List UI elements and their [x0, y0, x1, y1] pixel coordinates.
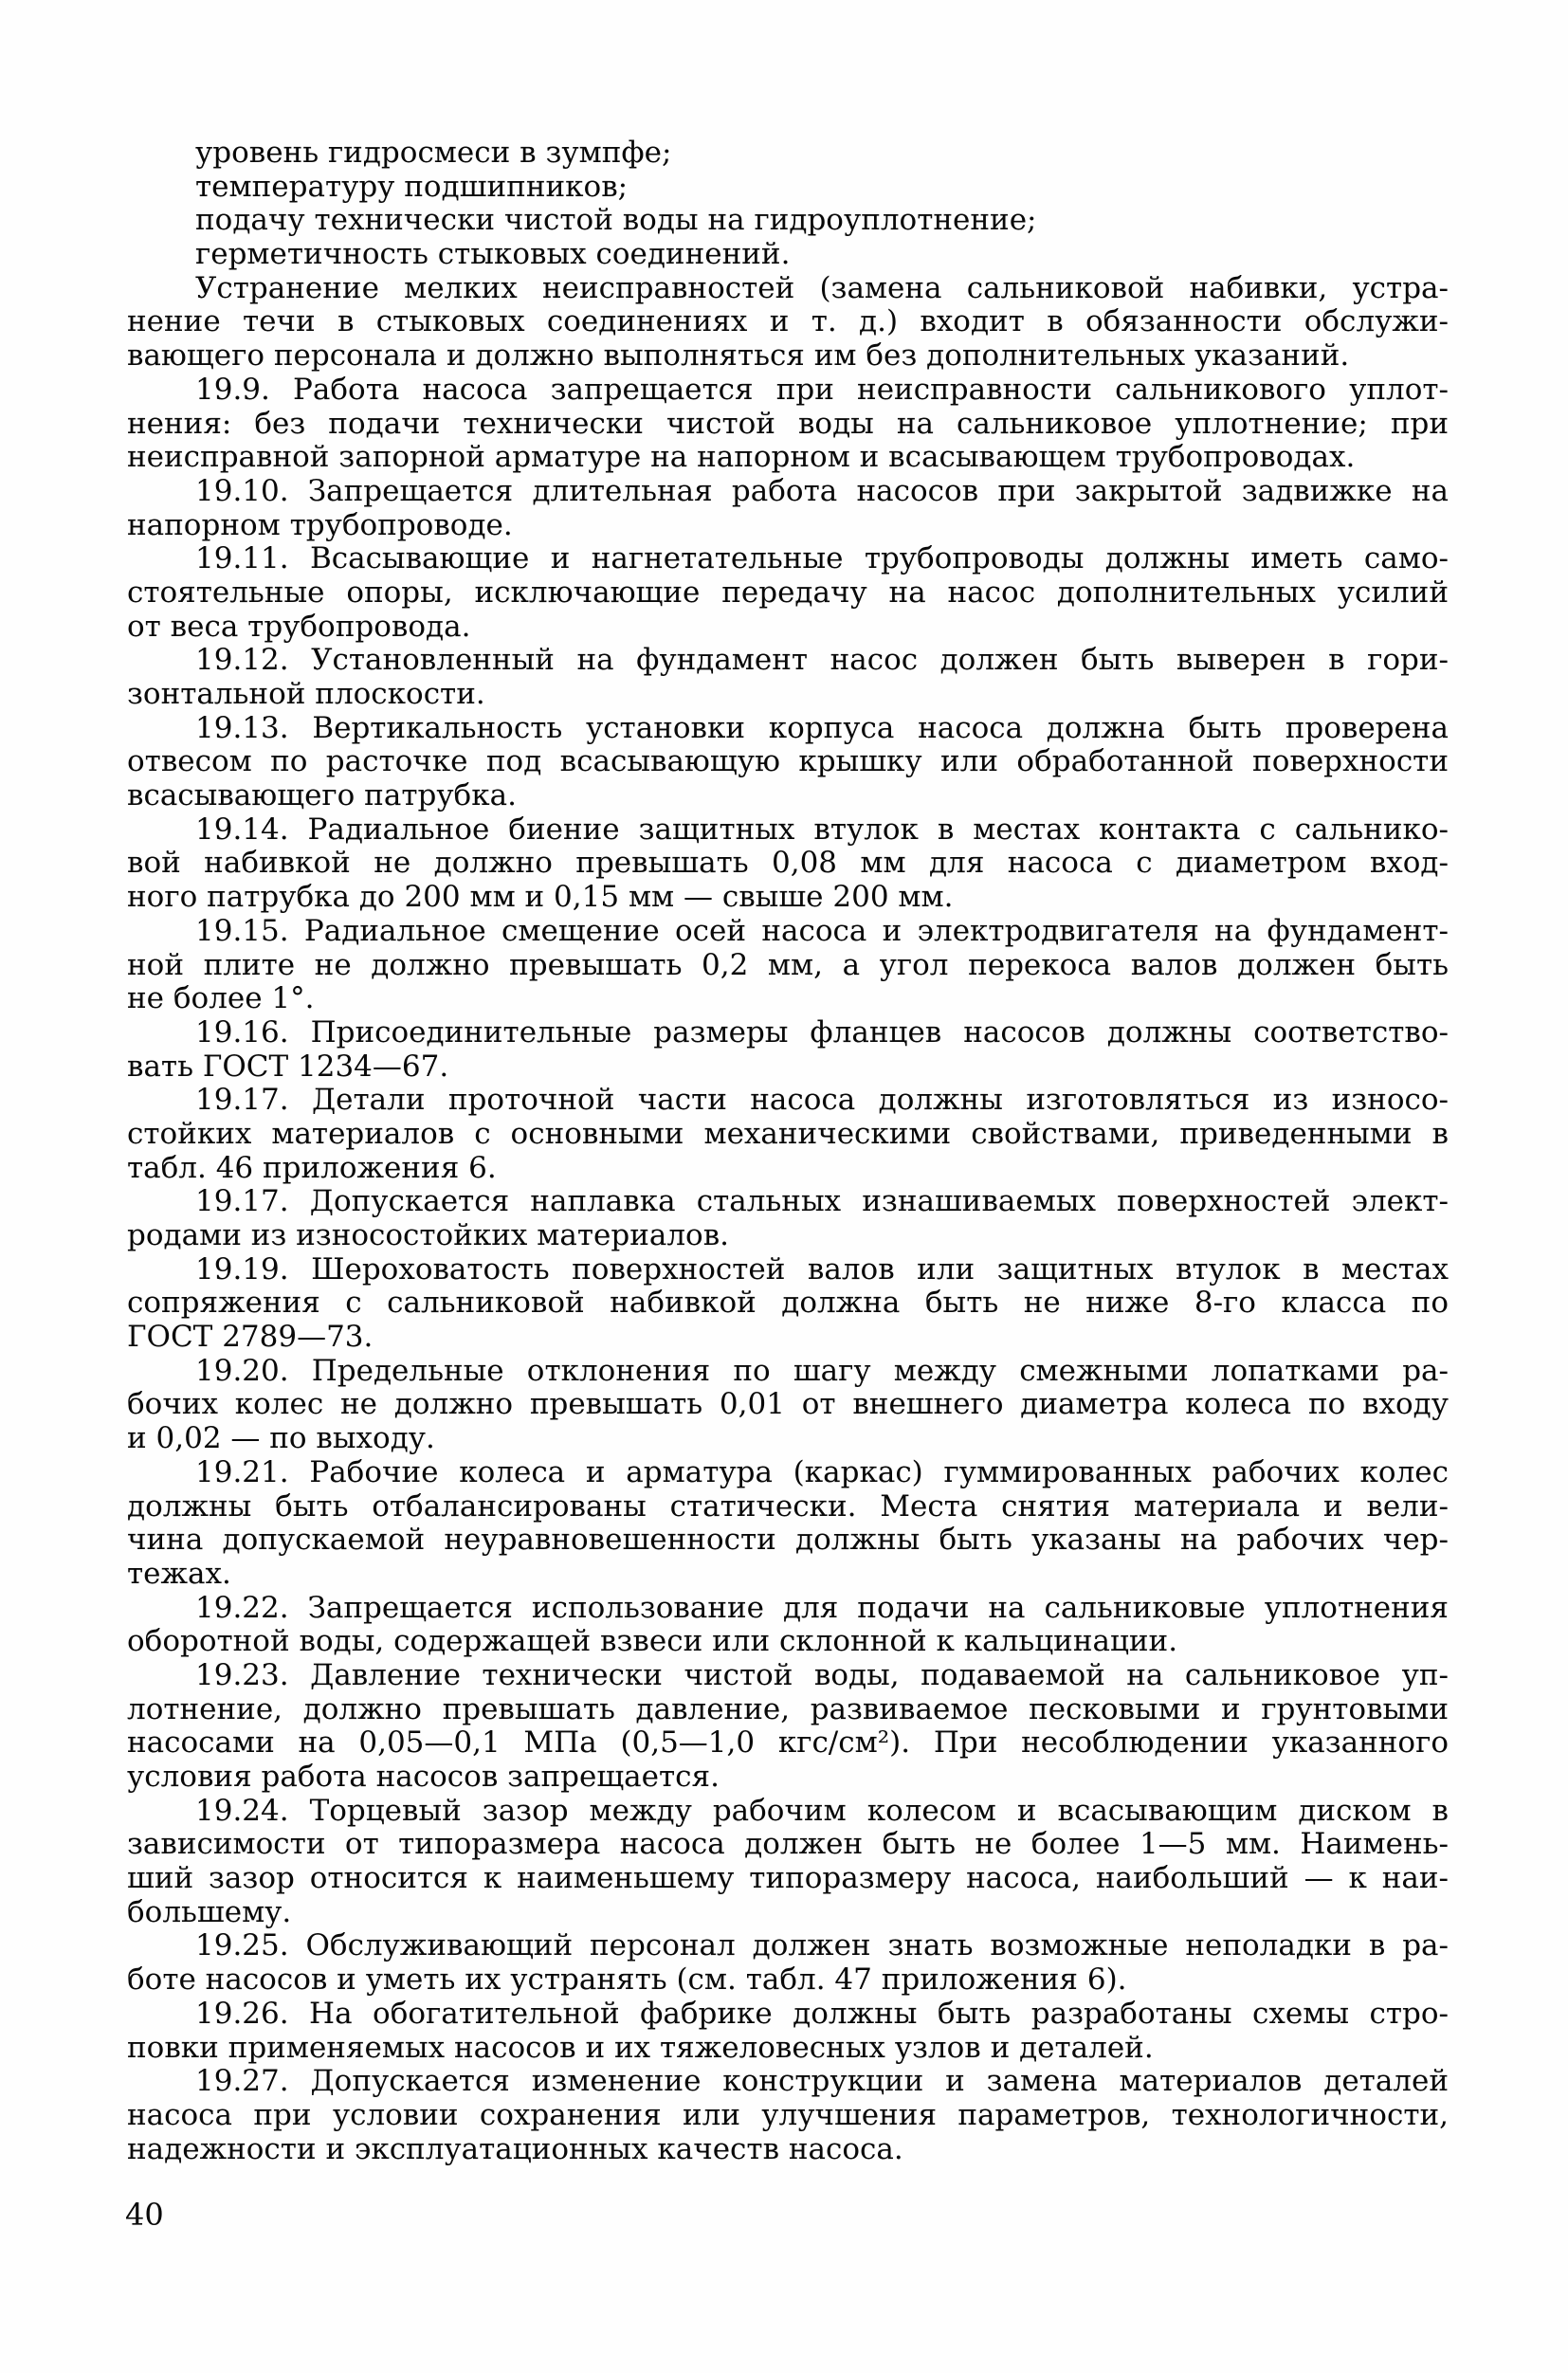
text-block: [127, 137, 1449, 2166]
paragraph: [127, 915, 1449, 1016]
text-line: уровень гидросмеси в зумпфе;: [195, 136, 672, 170]
paragraph: [127, 1795, 1449, 1930]
paragraph: [127, 1929, 1449, 1997]
text-line: повки применяемых насосов и их тяжеловесных узлов и деталей.: [127, 2030, 1154, 2065]
paragraph: [127, 204, 1449, 238]
paragraph: [127, 542, 1449, 644]
text-line: надежности и эксплуатационных качеств насоса.: [127, 2131, 903, 2166]
text-line: стоятельные опоры, исключающие передачу на насос дополнительных усилий: [127, 575, 1449, 610]
text-line: вой набивкой не должно превышать 0,08 мм для насоса с диаметром вход-: [127, 846, 1449, 881]
paragraph: [127, 1016, 1449, 1084]
paragraph: [127, 137, 1449, 171]
paragraph: [127, 238, 1449, 272]
text-line: 19.20. Предельные отклонения по шагу между смежными лопатками ра-: [195, 1353, 1449, 1388]
paragraph: [127, 2065, 1449, 2166]
text-line: ГОСТ 2789—73.: [127, 1320, 374, 1355]
text-line: всасывающего патрубка.: [127, 778, 517, 813]
text-line: вать ГОСТ 1234—67.: [127, 1049, 449, 1084]
text-line: 19.16. Присоединительные размеры фланцев насосов должны соответство-: [195, 1014, 1449, 1050]
paragraph: [127, 1456, 1449, 1592]
text-line: ной плите не должно превышать 0,2 мм, а угол перекоса валов должен быть: [127, 947, 1449, 982]
text-line: тежах.: [127, 1556, 231, 1591]
text-line: 19.21. Рабочие колеса и арматура (каркас) гуммированных рабочих колес: [195, 1454, 1449, 1489]
text-line: 19.23. Давление технически чистой воды, подаваемой на сальниковое уп-: [195, 1657, 1449, 1692]
text-line: подачу технически чистой воды на гидроуплотнение;: [195, 203, 1037, 238]
paragraph: [127, 1084, 1449, 1185]
paragraph: [127, 644, 1449, 711]
text-line: бочих колес не должно превышать 0,01 от внешнего диаметра колеса по входу: [127, 1387, 1449, 1422]
text-line: ший зазор относится к наименьшему типоразмеру насоса, наибольший — к наи-: [127, 1861, 1449, 1896]
text-line: сопряжения с сальниковой набивкой должна быть не ниже 8-го класса по: [127, 1286, 1449, 1321]
paragraph: [127, 1355, 1449, 1456]
text-line: зонтальной плоскости.: [127, 677, 485, 711]
text-line: Устранение мелких неисправностей (замена сальниковой набивки, устра-: [195, 270, 1449, 305]
text-line: 19.12. Установленный на фундамент насос должен быть выверен в гори-: [195, 643, 1449, 678]
text-line: 19.25. Обслуживающий персонал должен знать возможные неполадки в ра-: [195, 1928, 1449, 1963]
text-line: 19.26. На обогатительной фабрике должны быть разработаны схемы стро-: [195, 1996, 1449, 2031]
text-line: 19.10. Запрещается длительная работа насосов при закрытой задвижке на: [195, 473, 1449, 508]
text-line: табл. 46 приложения 6.: [127, 1150, 497, 1185]
text-line: родами из износостойких материалов.: [127, 1218, 730, 1252]
text-line: нения: без подачи технически чистой воды на сальниковое уплотнение; при: [127, 406, 1449, 441]
text-line: насосами на 0,05—0,1 МПа (0,5—1,0 кгс/см²). При несоблюдении указанного: [127, 1725, 1449, 1761]
text-line: от веса трубопровода.: [127, 609, 471, 644]
text-line: лотнение, должно превышать давление, развиваемое песковыми и грунтовыми: [127, 1691, 1449, 1726]
text-line: нение течи в стыковых соединениях и т. д.) входит в обязанности обслужи-: [127, 304, 1449, 339]
text-line: 19.24. Торцевый зазор между рабочим колесом и всасывающим диском в: [195, 1793, 1449, 1828]
text-line: 19.9. Работа насоса запрещается при неисправности сальникового уплот-: [195, 372, 1449, 407]
text-line: оборотной воды, содержащей взвеси или склонной к кальцинации.: [127, 1624, 1178, 1659]
text-line: боте насосов и уметь их устранять (см. табл. 47 приложения 6).: [127, 1962, 1127, 1998]
text-line: 19.11. Всасывающие и нагнетательные трубопроводы должны иметь само-: [195, 541, 1449, 576]
text-line: условия работа насосов запрещается.: [127, 1760, 720, 1794]
text-line: большему.: [127, 1894, 292, 1929]
paragraph: [127, 1592, 1449, 1659]
paragraph: [127, 1185, 1449, 1252]
paragraph: [127, 1998, 1449, 2065]
paragraph: [127, 1253, 1449, 1355]
text-line: отвесом по расточке под всасывающую крышку или обработанной поверхности: [127, 744, 1449, 779]
text-line: вающего персонала и должно выполняться им без дополнительных указаний.: [127, 338, 1350, 374]
paragraph: [127, 374, 1449, 475]
text-line: 19.17. Детали проточной части насоса должны изготовляться из износо-: [195, 1083, 1449, 1118]
text-line: чина допускаемой неуравновешенности должны быть указаны на рабочих чер-: [127, 1523, 1449, 1558]
paragraph: [127, 171, 1449, 205]
text-line: 19.27. Допускается изменение конструкции и замена материалов деталей: [195, 2064, 1449, 2099]
paragraph: [127, 1659, 1449, 1795]
paragraph: [127, 475, 1449, 542]
text-line: 19.19. Шероховатость поверхностей валов или защитных втулок в местах: [195, 1251, 1449, 1287]
text-line: напорном трубопроводе.: [127, 507, 513, 542]
text-line: 19.14. Радиальное биение защитных втулок в местах контакта с сальнико-: [195, 812, 1449, 847]
text-line: и 0,02 — по выходу.: [127, 1421, 435, 1456]
text-line: температуру подшипников;: [195, 169, 629, 204]
paragraph: [127, 272, 1449, 374]
text-line: 19.17. Допускается наплавка стальных изнашиваемых поверхностей элект-: [195, 1184, 1449, 1219]
text-line: 19.13. Вертикальность установки корпуса насоса должна быть проверена: [195, 710, 1449, 745]
text-line: зависимости от типоразмера насоса должен быть не более 1—5 мм. Наимень-: [127, 1827, 1449, 1862]
text-line: неисправной запорной арматуре на напорном и всасывающем трубопроводах.: [127, 440, 1356, 475]
text-line: 19.22. Запрещается использование для подачи на сальниковые уплотнения: [195, 1590, 1449, 1625]
text-line: стойких материалов с основными механическими свойствами, приведенными в: [127, 1116, 1449, 1151]
text-line: не более 1°.: [127, 981, 315, 1016]
text-line: ного патрубка до 200 мм и 0,15 мм — свыше 200 мм.: [127, 880, 954, 915]
text-line: должны быть отбалансированы статически. Места снятия материала и вели-: [127, 1488, 1449, 1524]
paragraph: [127, 712, 1449, 813]
text-line: 19.15. Радиальное смещение осей насоса и электродвигателя на фундамент-: [195, 913, 1449, 948]
paragraph: [127, 813, 1449, 915]
text-line: герметичность стыковых соединений.: [195, 237, 791, 272]
text-line: насоса при условии сохранения или улучшения параметров, технологичности,: [127, 2097, 1449, 2132]
page-number: 40: [125, 2197, 164, 2233]
